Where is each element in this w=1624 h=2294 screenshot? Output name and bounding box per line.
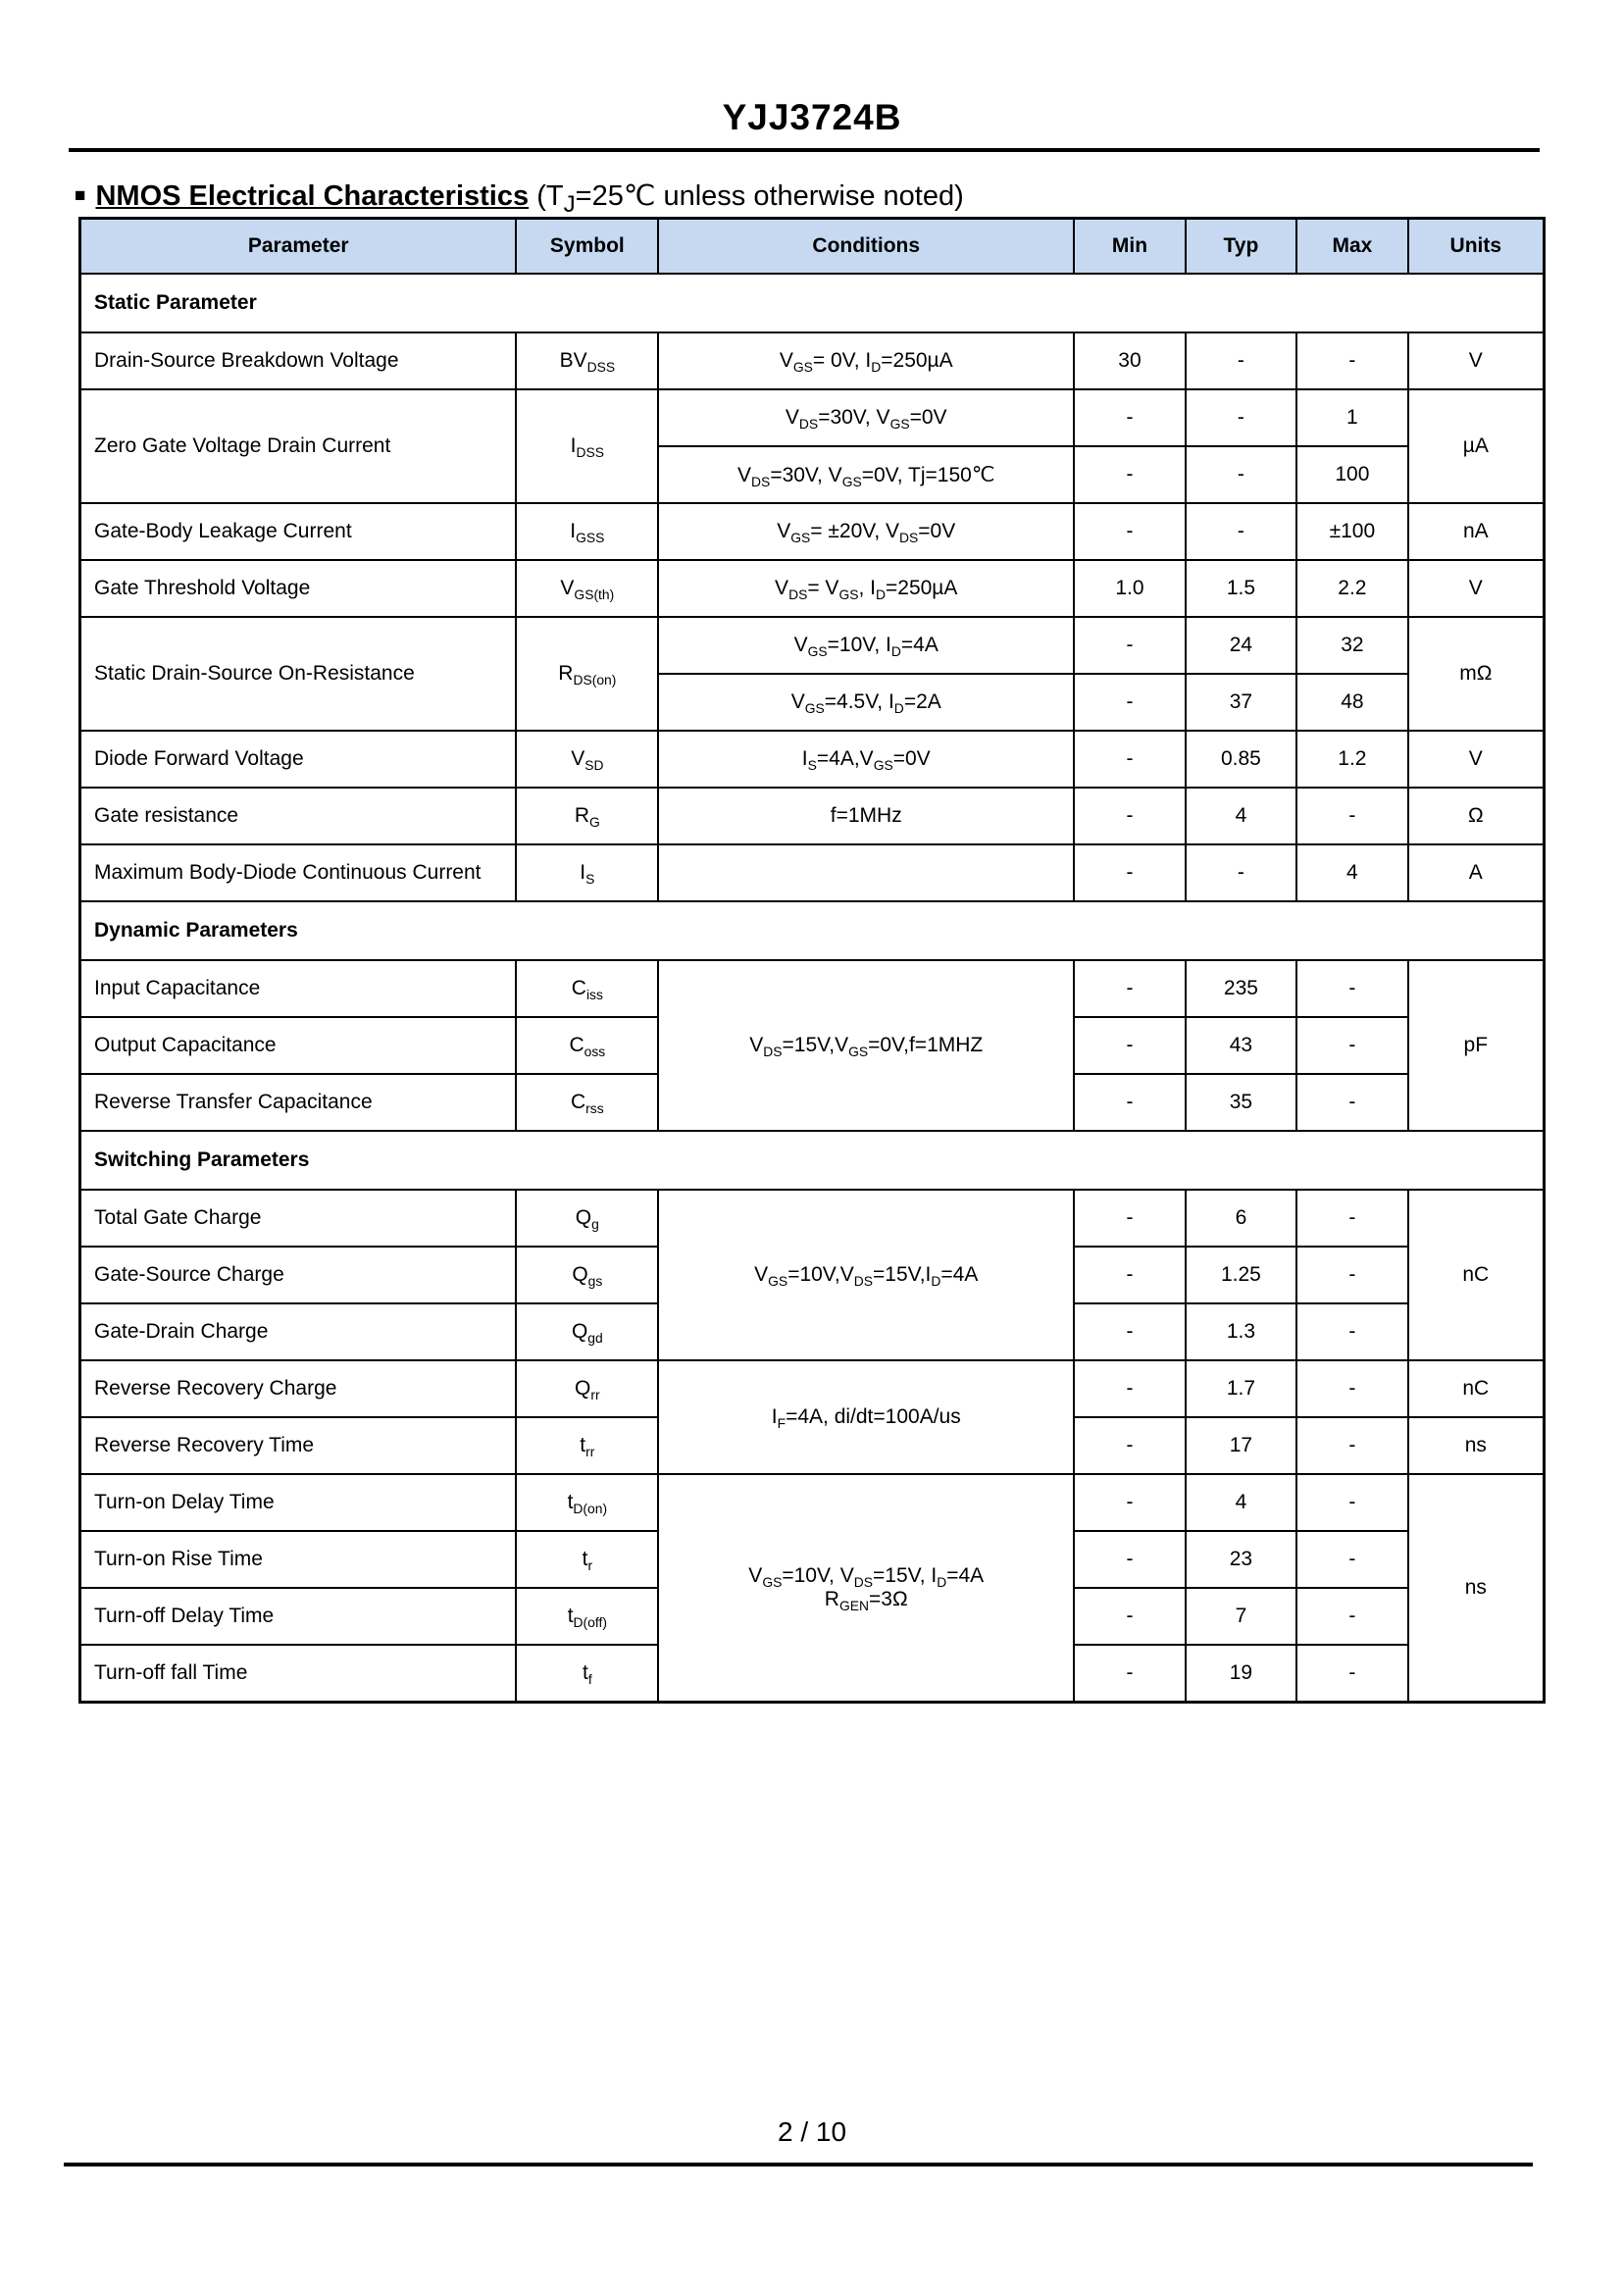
param-cell: Turn-off fall Time [80,1645,517,1703]
condition-cell: $V_{DS}= V_{GS}$, $I_D=250\mu A$ [658,560,1074,617]
section-label: Static Parameter [80,274,1545,332]
table-row [80,788,1545,844]
condition-cell: f=1MHz [658,788,1074,844]
units-cell: nC [1408,1190,1545,1360]
symbol-cell: $V_{SD}$ [516,731,658,788]
min-cell: - [1074,1074,1185,1131]
min-cell: - [1074,1531,1185,1588]
units-cell: nC [1408,1360,1545,1417]
max-cell: 1 [1296,389,1407,446]
table-row [80,844,1545,901]
min-cell: - [1074,389,1185,446]
condition-cell: $V_{GS}=10V$, $V_{DS}=15V$, $I_D=4A$ $R_{GEN}=3\Omega$ [658,1474,1074,1703]
footer-divider [64,2163,1533,2167]
min-cell: 30 [1074,332,1185,389]
min-cell: 1.0 [1074,560,1185,617]
min-cell: - [1074,446,1185,503]
max-cell: - [1296,1645,1407,1703]
table-row [80,731,1545,788]
param-cell: Static Drain-Source On-Resistance [80,617,517,731]
max-cell: - [1296,1190,1407,1247]
max-cell: - [1296,960,1407,1017]
typ-cell: 37 [1186,674,1296,731]
units-cell: ns [1408,1474,1545,1703]
max-cell: - [1296,1247,1407,1303]
typ-cell: 17 [1186,1417,1296,1474]
column-header-max: Max [1296,219,1407,275]
max-cell: - [1296,1303,1407,1360]
param-cell: Output Capacitance [80,1017,517,1074]
max-cell: 2.2 [1296,560,1407,617]
typ-cell: 0.85 [1186,731,1296,788]
column-header-min: Min [1074,219,1185,275]
max-cell: - [1296,332,1407,389]
min-cell: - [1074,1303,1185,1360]
table-row [80,503,1545,560]
typ-cell: 24 [1186,617,1296,674]
column-header-typ: Typ [1186,219,1296,275]
condition-cell: $I_F=4A$, di/dt=100A/us [658,1360,1074,1474]
max-cell: 4 [1296,844,1407,901]
symbol-cell: $C_{iss}$ [516,960,658,1017]
symbol-cell: $C_{rss}$ [516,1074,658,1131]
max-cell: - [1296,1074,1407,1131]
min-cell: - [1074,1360,1185,1417]
typ-cell: 1.5 [1186,560,1296,617]
typ-cell: 1.7 [1186,1360,1296,1417]
symbol-cell: $Q_{gs}$ [516,1247,658,1303]
typ-cell: 4 [1186,1474,1296,1531]
table-row [80,960,1545,1017]
max-cell: 1.2 [1296,731,1407,788]
condition-cell: $V_{GS}= \pm 20V$, $V_{DS}=0V$ [658,503,1074,560]
units-cell: A [1408,844,1545,901]
param-cell: Gate Threshold Voltage [80,560,517,617]
characteristics-table [78,217,1546,1704]
square-bullet-icon: ■ [75,185,86,206]
typ-cell: 1.25 [1186,1247,1296,1303]
column-header-parameter: Parameter [80,219,517,275]
condition-cell: $V_{GS}=10V,V_{DS}=15V,I_D=4A$ [658,1190,1074,1360]
max-cell: 32 [1296,617,1407,674]
symbol-cell: $R_G$ [516,788,658,844]
param-cell: Maximum Body-Diode Continuous Current [80,844,517,901]
param-cell: Turn-off Delay Time [80,1588,517,1645]
table-row [80,560,1545,617]
param-cell: Diode Forward Voltage [80,731,517,788]
param-cell: Turn-on Delay Time [80,1474,517,1531]
column-header-units: Units [1408,219,1545,275]
column-header-symbol: Symbol [516,219,658,275]
page-number: 2 / 10 [777,2116,847,2147]
header-row [80,219,1545,275]
max-cell: 48 [1296,674,1407,731]
min-cell: - [1074,1190,1185,1247]
max-cell: - [1296,1531,1407,1588]
max-cell: 100 [1296,446,1407,503]
param-cell: Reverse Recovery Time [80,1417,517,1474]
param-cell: Gate-Drain Charge [80,1303,517,1360]
symbol-cell: $I_S$ [516,844,658,901]
section-row [80,901,1545,960]
units-cell: V [1408,560,1545,617]
typ-cell: 19 [1186,1645,1296,1703]
symbol-cell: $C_{oss}$ [516,1017,658,1074]
param-cell: Total Gate Charge [80,1190,517,1247]
section-label: Switching Parameters [80,1131,1545,1190]
section-heading-note: ($T_J=25℃$ unless otherwise noted) [529,180,964,218]
units-cell: mΩ [1408,617,1545,731]
min-cell: - [1074,1417,1185,1474]
table-row [80,1360,1545,1417]
symbol-cell: $t_{D(off)}$ [516,1588,658,1645]
max-cell: - [1296,1417,1407,1474]
condition-cell: $I_S=4A,V_{GS}=0V$ [658,731,1074,788]
condition-cell: $V_{DS}=30V$, $V_{GS}=0V$ [658,389,1074,446]
param-cell: Gate resistance [80,788,517,844]
typ-cell: 7 [1186,1588,1296,1645]
units-cell: µA [1408,389,1545,503]
typ-cell: - [1186,332,1296,389]
section-heading [75,178,964,219]
condition-cell: $V_{GS}=4.5V$, $I_D=2A$ [658,674,1074,731]
symbol-cell: $Q_{gd}$ [516,1303,658,1360]
symbol-cell: $BV_{DSS}$ [516,332,658,389]
min-cell: - [1074,1474,1185,1531]
section-row [80,274,1545,332]
typ-cell: 1.3 [1186,1303,1296,1360]
min-cell: - [1074,674,1185,731]
condition-cell [658,844,1074,901]
min-cell: - [1074,1645,1185,1703]
typ-cell: 35 [1186,1074,1296,1131]
max-cell: ±100 [1296,503,1407,560]
symbol-cell: $I_{GSS}$ [516,503,658,560]
typ-cell: - [1186,503,1296,560]
max-cell: - [1296,1360,1407,1417]
max-cell: - [1296,1474,1407,1531]
param-cell: Zero Gate Voltage Drain Current [80,389,517,503]
table-row [80,617,1545,674]
typ-cell: - [1186,844,1296,901]
section-row [80,1131,1545,1190]
typ-cell: 6 [1186,1190,1296,1247]
param-cell: Reverse Transfer Capacitance [80,1074,517,1131]
condition-cell: $V_{GS}= 0V$, $I_D=250\mu A$ [658,332,1074,389]
condition-cell: $V_{GS}=10V$, $I_D=4A$ [658,617,1074,674]
section-heading-title: NMOS Electrical Characteristics [95,180,530,212]
min-cell: - [1074,503,1185,560]
min-cell: - [1074,1017,1185,1074]
table-row [80,332,1545,389]
units-cell: ns [1408,1417,1545,1474]
section-label: Dynamic Parameters [80,901,1545,960]
typ-cell: 235 [1186,960,1296,1017]
table-header-row [80,219,1545,275]
param-cell: Turn-on Rise Time [80,1531,517,1588]
units-cell: V [1408,332,1545,389]
typ-cell: - [1186,389,1296,446]
min-cell: - [1074,844,1185,901]
typ-cell: - [1186,446,1296,503]
symbol-cell: $t_f$ [516,1645,658,1703]
symbol-cell: $t_r$ [516,1531,658,1588]
title-divider [69,148,1540,152]
symbol-cell: $R_{DS(on)}$ [516,617,658,731]
param-cell: Drain-Source Breakdown Voltage [80,332,517,389]
min-cell: - [1074,731,1185,788]
min-cell: - [1074,1247,1185,1303]
param-cell: Input Capacitance [80,960,517,1017]
min-cell: - [1074,617,1185,674]
symbol-cell: $V_{GS(th)}$ [516,560,658,617]
units-cell: pF [1408,960,1545,1131]
max-cell: - [1296,1017,1407,1074]
typ-cell: 43 [1186,1017,1296,1074]
units-cell: Ω [1408,788,1545,844]
param-cell: Reverse Recovery Charge [80,1360,517,1417]
min-cell: - [1074,960,1185,1017]
symbol-cell: $Q_g$ [516,1190,658,1247]
table-row [80,389,1545,446]
units-cell: nA [1408,503,1545,560]
param-cell: Gate-Source Charge [80,1247,517,1303]
max-cell: - [1296,1588,1407,1645]
symbol-cell: $t_{D(on)}$ [516,1474,658,1531]
typ-cell: 4 [1186,788,1296,844]
column-header-conditions: Conditions [658,219,1074,275]
table-row [80,1190,1545,1247]
param-cell: Gate-Body Leakage Current [80,503,517,560]
symbol-cell: $I_{DSS}$ [516,389,658,503]
condition-cell: $V_{DS}=30V$, $V_{GS}=0V$, Tj=150℃ [658,446,1074,503]
max-cell: - [1296,788,1407,844]
table-body [80,274,1545,1703]
condition-cell: $V_{DS}=15V,V_{GS}=0V,f=1MHZ$ [658,960,1074,1131]
min-cell: - [1074,788,1185,844]
table-row [80,1474,1545,1531]
page-title: YJJ3724B [722,97,902,137]
typ-cell: 23 [1186,1531,1296,1588]
min-cell: - [1074,1588,1185,1645]
symbol-cell: $Q_{rr}$ [516,1360,658,1417]
units-cell: V [1408,731,1545,788]
symbol-cell: $t_{rr}$ [516,1417,658,1474]
